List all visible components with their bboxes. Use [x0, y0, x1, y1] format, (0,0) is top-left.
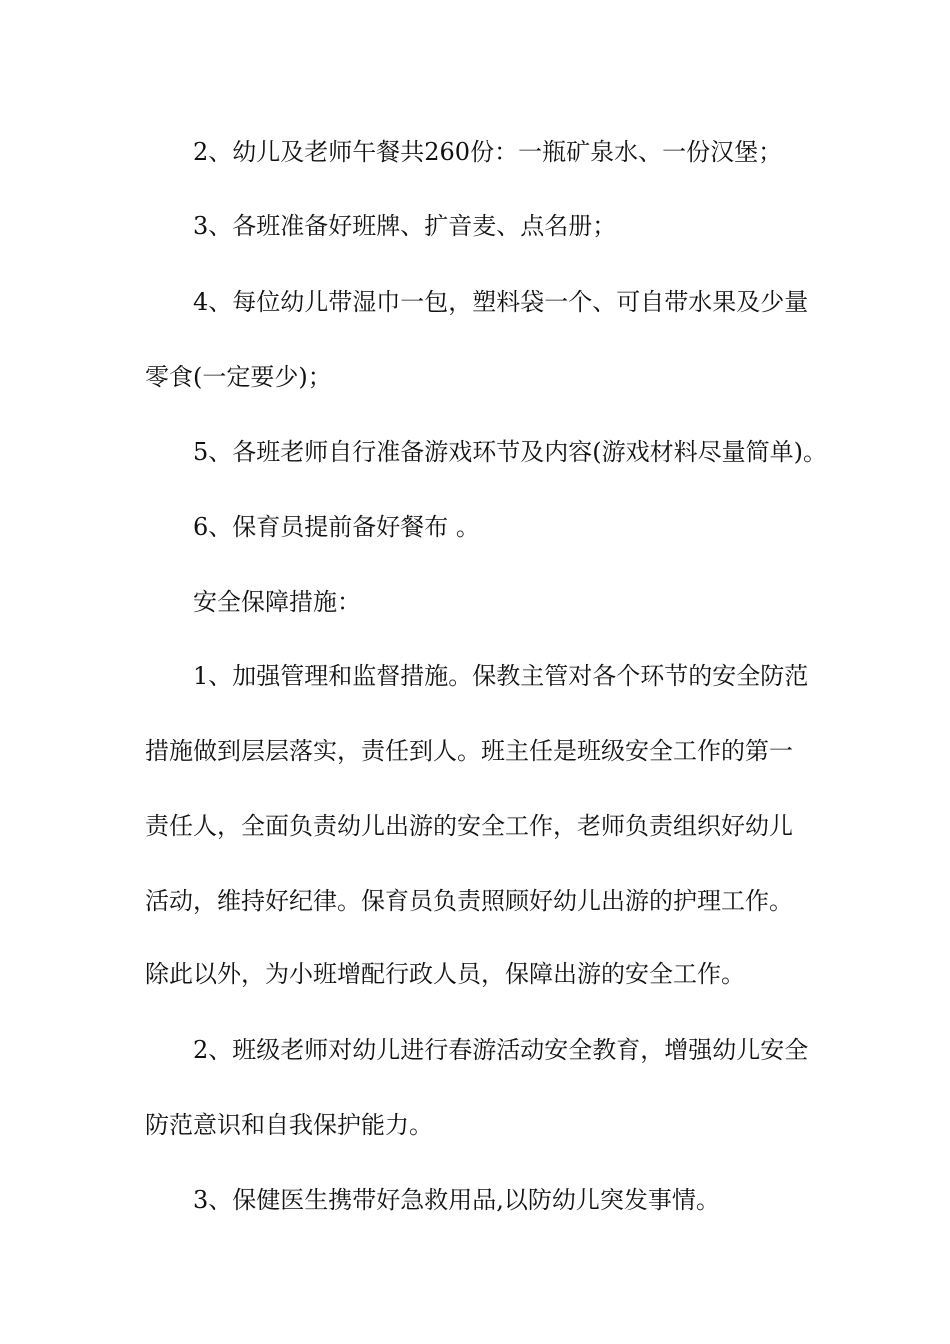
- paragraph-management-line-4: 活动，维持好纪律。保育员负责照顾好幼儿出游的护理工作。: [145, 887, 793, 915]
- paragraph-management: 1、加强管理和监督措施。保教主管对各个环节的安全防范: [193, 662, 809, 690]
- list-item-class-signs: 3、各班准备好班牌、扩音麦、点名册；: [193, 212, 617, 240]
- paragraph-education: 2、班级老师对幼儿进行春游活动安全教育，增强幼儿安全: [193, 1036, 809, 1064]
- paragraph-management-line-3: 责任人，全面负责幼儿出游的安全工作，老师负责组织好幼儿: [145, 812, 793, 840]
- list-item-lunch: 2、幼儿及老师午餐共260份：一瓶矿泉水、一份汉堡；: [193, 138, 783, 166]
- list-item-wipes-continued: 零食(一定要少)；: [145, 363, 332, 391]
- list-item-wipes: 4、每位幼儿带湿巾一包，塑料袋一个、可自带水果及少量: [193, 288, 809, 316]
- list-item-tablecloth: 6、保育员提前备好餐布 。: [193, 513, 480, 541]
- section-heading-safety: 安全保障措施：: [193, 588, 361, 616]
- list-item-games: 5、各班老师自行准备游戏环节及内容(游戏材料尽量简单)。: [193, 438, 827, 466]
- paragraph-management-line-2: 措施做到层层落实，责任到人。班主任是班级安全工作的第一: [145, 737, 793, 765]
- paragraph-education-line-2: 防范意识和自我保护能力。: [145, 1111, 433, 1139]
- paragraph-first-aid: 3、保健医生携带好急救用品,以防幼儿突发事情。: [193, 1186, 720, 1214]
- paragraph-management-line-5: 除此以外，为小班增配行政人员，保障出游的安全工作。: [145, 960, 745, 988]
